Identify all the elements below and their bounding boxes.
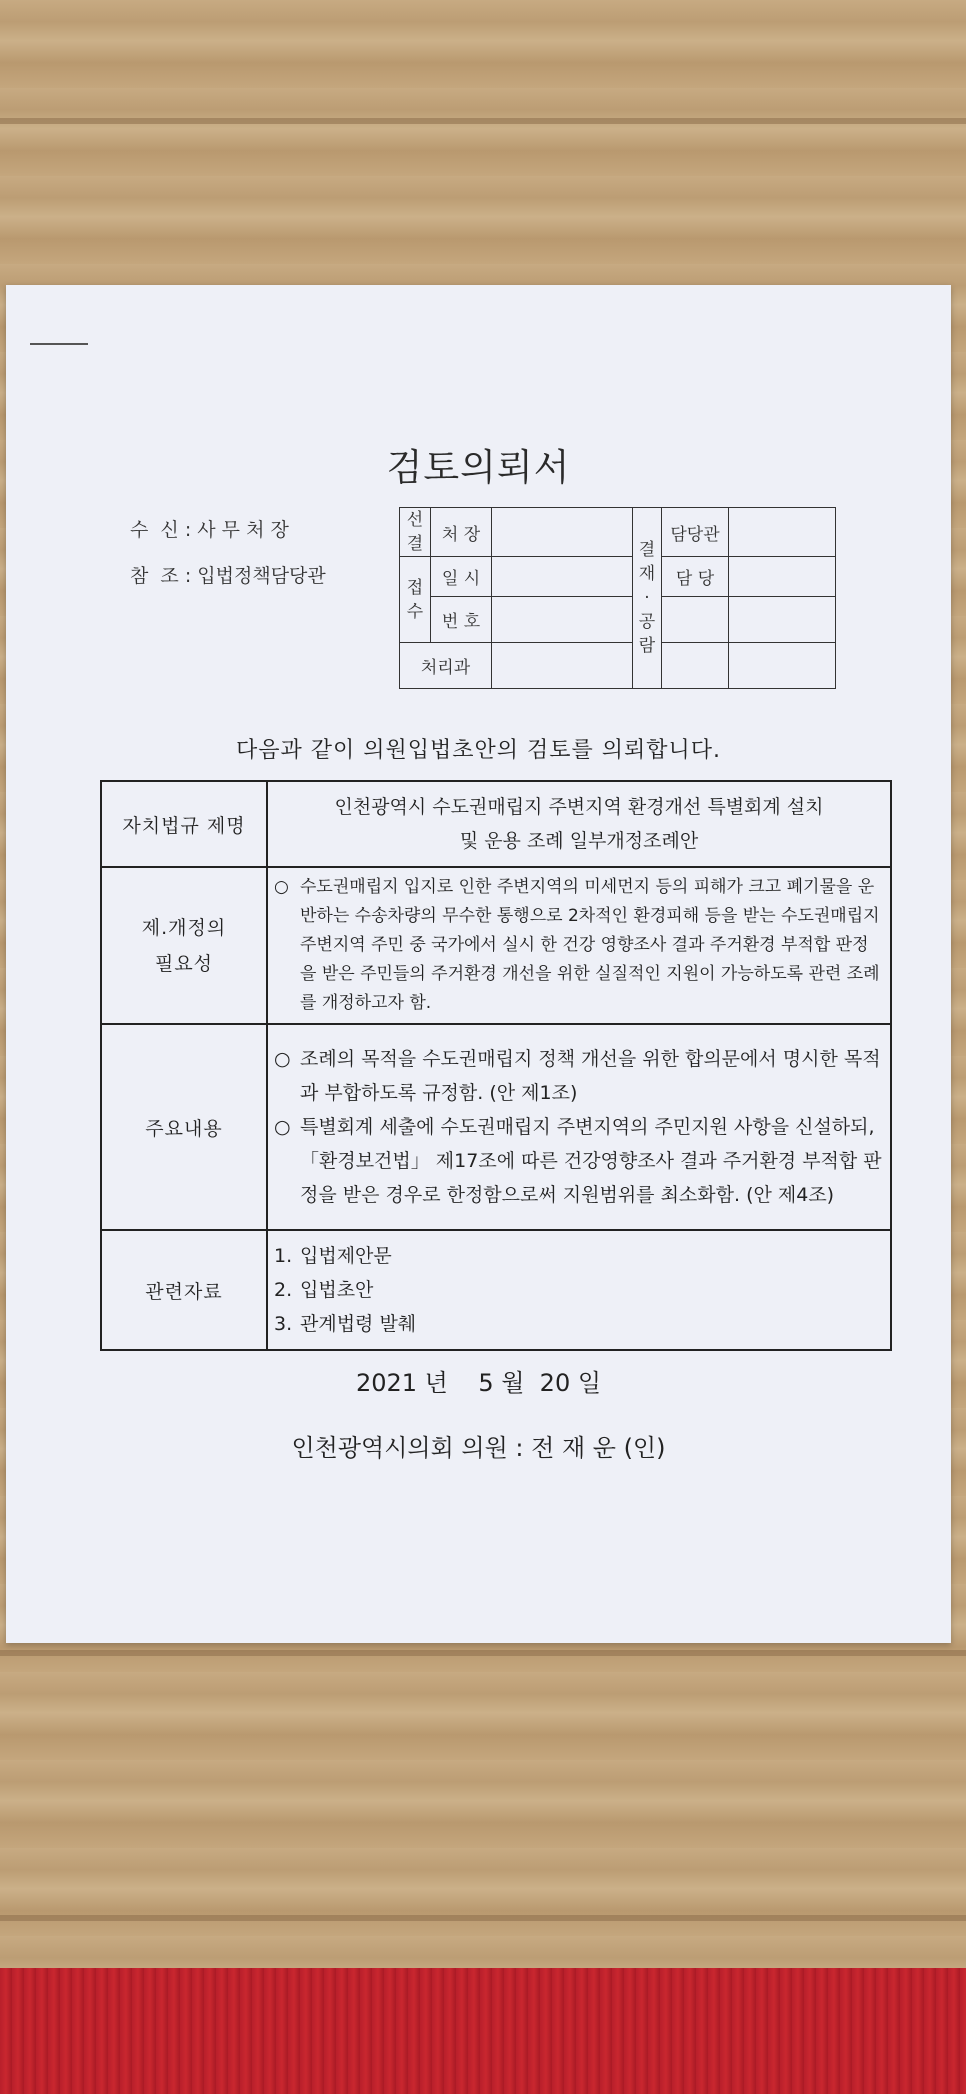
necessity-content [267, 867, 891, 1024]
title-value-line1: 인천광역시 수도권매립지 주변지역 환경개선 특별회계 설치 [334, 796, 824, 818]
recipient-row: 수 신 : 사 무 처 장 [130, 515, 289, 542]
item-number: 3. [274, 1313, 293, 1335]
approval-cell [662, 643, 729, 689]
floor-seam [0, 1915, 966, 1921]
approval-right-label: 담 당 [662, 557, 729, 597]
approval-group-bottom-text: 접수 [406, 577, 424, 622]
approval-box [399, 507, 836, 689]
list-item [274, 1042, 884, 1110]
approval-cell [729, 508, 836, 557]
approval-right-label: 담당관 [662, 508, 729, 557]
list-item [274, 1239, 884, 1273]
document-page [6, 285, 951, 1643]
approval-group-bottom [400, 557, 431, 643]
item-number: 1. [274, 1245, 293, 1267]
bullet-mark: ○ [274, 877, 289, 897]
reference-value: 입법정책담당관 [197, 565, 326, 587]
approval-group-top-text: 선결 [406, 510, 424, 554]
table-row [101, 1024, 891, 1230]
approval-cell [729, 643, 836, 689]
processing-dept-label: 처리과 [400, 643, 492, 689]
bullet-mark: ○ [274, 1116, 291, 1138]
related-content [267, 1230, 891, 1350]
approval-cell [492, 508, 633, 557]
document-title: 검토의뢰서 [386, 446, 571, 489]
floor-seam [0, 118, 966, 124]
approval-cell [662, 597, 729, 643]
title-value-line2: 및 운용 조례 일부개정조례안 [459, 830, 699, 852]
approval-right-group [633, 508, 662, 689]
necessity-label-line2: 필요성 [154, 952, 214, 975]
approval-right-group-text: 결재·공람 [638, 540, 656, 656]
approval-group-top [400, 508, 431, 557]
related-label: 관련자료 [101, 1230, 267, 1350]
table-row [101, 781, 891, 867]
request-date: 2021 년 5 월 20 일 [355, 1369, 602, 1397]
approval-cell [492, 643, 633, 689]
list-item [274, 1307, 884, 1341]
related-item-text: 입법제안문 [300, 1245, 392, 1267]
necessity-label-line1: 제.개정의 [141, 916, 227, 939]
red-cloth [0, 1968, 966, 2094]
necessity-label [101, 867, 267, 1024]
main-content-label: 주요내용 [101, 1024, 267, 1230]
recipient-value: 사 무 처 장 [197, 519, 289, 541]
title-label: 자치법규 제명 [101, 781, 267, 867]
approval-cell [492, 597, 633, 643]
pen-mark [30, 343, 88, 345]
approval-row-label: 처 장 [431, 508, 492, 557]
title-value [267, 781, 891, 867]
signer: 인천광역시의회 의원 : 전 재 운 (인) [291, 1434, 666, 1462]
approval-cell [492, 557, 633, 597]
request-table [100, 780, 892, 1351]
related-item-text: 입법초안 [300, 1279, 374, 1301]
approval-cell [729, 597, 836, 643]
related-item-text: 관계법령 발췌 [300, 1313, 417, 1335]
bullet-mark: ○ [274, 1048, 291, 1070]
list-item [274, 873, 884, 1018]
approval-row-label: 번 호 [431, 597, 492, 643]
table-row [101, 1230, 891, 1350]
list-item [274, 1110, 884, 1212]
main-content [267, 1024, 891, 1230]
floor-seam [0, 1650, 966, 1656]
recipient-label: 수 신 [130, 519, 179, 541]
list-item [274, 1273, 884, 1307]
main-item-text: 특별회계 세출에 수도권매립지 주변지역의 주민지원 사항을 신설하되, 「환경보건법」 제17조에 따른 건강영향조사 결과 주거환경 부적합 판정을 받은 경우로 한정함으로써 지원범위를 최소화함. (안 제4조) [300, 1116, 882, 1206]
intro-text: 다음과 같이 의원입법초안의 검토를 의뢰합니다. [235, 738, 721, 763]
main-item-text: 조례의 목적을 수도권매립지 정책 개선을 위한 합의문에서 명시한 목적과 부합하도록 규정함. (안 제1조) [300, 1048, 881, 1104]
reference-row: 참 조 : 입법정책담당관 [130, 561, 326, 588]
approval-cell [729, 557, 836, 597]
table-row [101, 867, 891, 1024]
item-number: 2. [274, 1279, 293, 1301]
reference-label: 참 조 [130, 565, 179, 587]
approval-row-label: 일 시 [431, 557, 492, 597]
necessity-text: 수도권매립지 입지로 인한 주변지역의 미세먼지 등의 피해가 크고 폐기물을 운반하는 수송차량의 무수한 통행으로 2차적인 환경피해 등을 받는 수도권매립지 주변지역 주민 중 국가에서 실시 한 건강 영향조사 결과 주거환경 부적합 판정을 받은 주민들의 주거환경 개선을 위한 실질적인 지원이 가능하도록 관련 조례를 개정하고자 함. [300, 877, 880, 1013]
